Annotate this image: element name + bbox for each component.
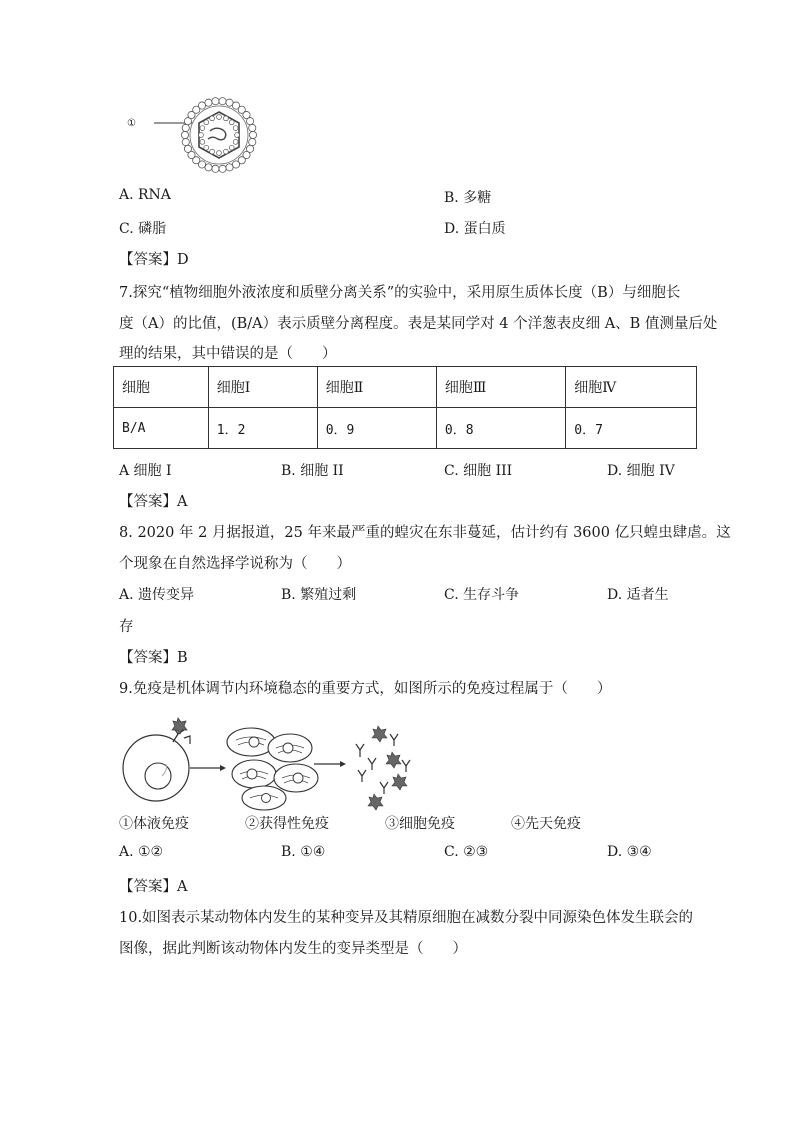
q7-option-c: C. 细胞 III <box>444 463 513 479</box>
q7-option-b: B. 细胞 II <box>281 463 344 479</box>
capsid-bead <box>199 133 204 138</box>
antigen-icon <box>368 726 407 810</box>
figure-marker-1: ① <box>127 118 136 129</box>
capsule-bead <box>182 138 189 145</box>
capsid-bead <box>223 149 228 154</box>
immune-process-figure <box>118 712 418 812</box>
capsule-bead <box>212 165 219 172</box>
capsule-bead <box>184 145 191 152</box>
q8-option-d-wrap: 存 <box>119 619 134 635</box>
q6-option-a: A. RNA <box>119 187 171 203</box>
q10-stem-line-2: 图像，据此判断该动物体内发生的变异类型是（ ） <box>119 941 467 957</box>
capsule-bead <box>219 98 226 105</box>
q9-option-c: C. ②③ <box>444 844 489 860</box>
table-cell: 0．8 <box>436 408 565 449</box>
q7-table <box>113 366 697 449</box>
q6-option-c: C. 磷脂 <box>119 221 167 237</box>
q9-answer: 【答案】A <box>119 879 188 895</box>
q9-option-b: B. ①④ <box>281 844 326 860</box>
table-cell: 0．7 <box>566 408 697 449</box>
capsid-bead <box>233 139 238 144</box>
capsid-bead <box>204 120 209 125</box>
capsule-bead <box>249 124 256 131</box>
table-cell: 细胞Ⅱ <box>317 367 436 408</box>
capsule-bead <box>226 164 233 171</box>
q9-option-d: D. ③④ <box>607 844 652 860</box>
capsule-bead <box>205 99 212 106</box>
capsid-bead <box>217 151 222 156</box>
q7-stem-line-3: 理的结果，其中错误的是（ ） <box>119 346 337 362</box>
capsule-bead <box>246 118 253 125</box>
table-row <box>114 408 697 449</box>
q8-option-d: D. 适者生 <box>607 587 669 603</box>
arrow-icon <box>340 761 346 767</box>
table-cell: 细胞Ⅳ <box>566 367 697 408</box>
capsid-bead <box>200 126 205 131</box>
table-header-row <box>114 367 697 408</box>
q7-answer: 【答案】A <box>119 494 188 510</box>
table-cell: B/A <box>114 408 209 449</box>
q7-stem-line-1: 7.探究“植物细胞外液浓度和质壁分离关系”的实验中，采用原生质体长度（B）与细胞长 <box>119 285 681 301</box>
q8-answer: 【答案】B <box>119 650 188 666</box>
q6-option-d: D. 蛋白质 <box>444 221 506 237</box>
capsule-bead <box>181 131 188 138</box>
q10-stem-line-1: 10.如图表示某动物体内发生的某种变异及其精原细胞在减数分裂中同源染色体发生联会的 <box>119 910 694 926</box>
table-cell: 0．9 <box>317 408 436 449</box>
capsid-bead <box>210 149 215 154</box>
q9-item-2: ②获得性免疫 <box>245 816 329 832</box>
nucleus-icon <box>145 763 171 789</box>
q7-option-a: A 细胞 I <box>119 463 172 479</box>
q7-option-d: D. 细胞 IV <box>607 463 675 479</box>
capsule-bead <box>249 131 256 138</box>
capsule-bead <box>249 138 256 145</box>
table-cell: 细胞 <box>114 367 209 408</box>
capsid-bead <box>223 116 228 121</box>
capsule-bead <box>219 165 226 172</box>
q9-item-4: ④先天免疫 <box>511 816 581 832</box>
q9-item-1: ①体液免疫 <box>119 816 189 832</box>
table-cell: 1．2 <box>208 408 317 449</box>
q8-option-a: A. 遗传变异 <box>119 587 195 603</box>
capsid-bead <box>233 126 238 131</box>
table-cell: 细胞Ⅲ <box>436 367 565 408</box>
antigen-icon <box>172 718 187 734</box>
q8-stem-line-1: 8. 2020 年 2 月据报道，25 年来最严重的蝗灾在东非蔓延，估计约有 3600 亿只蝗虫肆虐。这 <box>119 525 731 541</box>
table-cell: 细胞Ⅰ <box>208 367 317 408</box>
q9-stem-line-1: 9.免疫是机体调节内环境稳态的重要方式，如图所示的免疫过程属于（ ） <box>119 681 612 697</box>
capsid-bead <box>210 116 215 121</box>
capsid-bead <box>229 145 234 150</box>
capsule-bead <box>182 124 189 131</box>
q6-answer: 【答案】D <box>119 252 189 268</box>
q7-stem-line-2: 度（A）的比值，(B/A）表示质壁分离程度。表是某同学对 4 个洋葱表皮细 A、B 值测量后处 <box>119 316 718 332</box>
q8-option-b: B. 繁殖过剩 <box>281 587 357 603</box>
virus-figure <box>150 95 270 175</box>
capsule-bead <box>212 98 219 105</box>
q9-item-3: ③细胞免疫 <box>385 816 455 832</box>
q9-option-a: A. ①② <box>119 844 164 860</box>
capsid-bead <box>200 139 205 144</box>
q8-stem-line-2: 个现象在自然选择学说称为（ ） <box>119 556 351 572</box>
plasma-cells-icon <box>227 728 318 810</box>
q8-option-c: C. 生存斗争 <box>444 587 520 603</box>
capsid-bead <box>217 115 222 120</box>
capsid-bead <box>229 120 234 125</box>
capsid-bead <box>204 145 209 150</box>
capsid-bead <box>235 133 240 138</box>
q6-option-b: B. 多糖 <box>444 190 492 206</box>
arrow-icon <box>220 765 226 771</box>
